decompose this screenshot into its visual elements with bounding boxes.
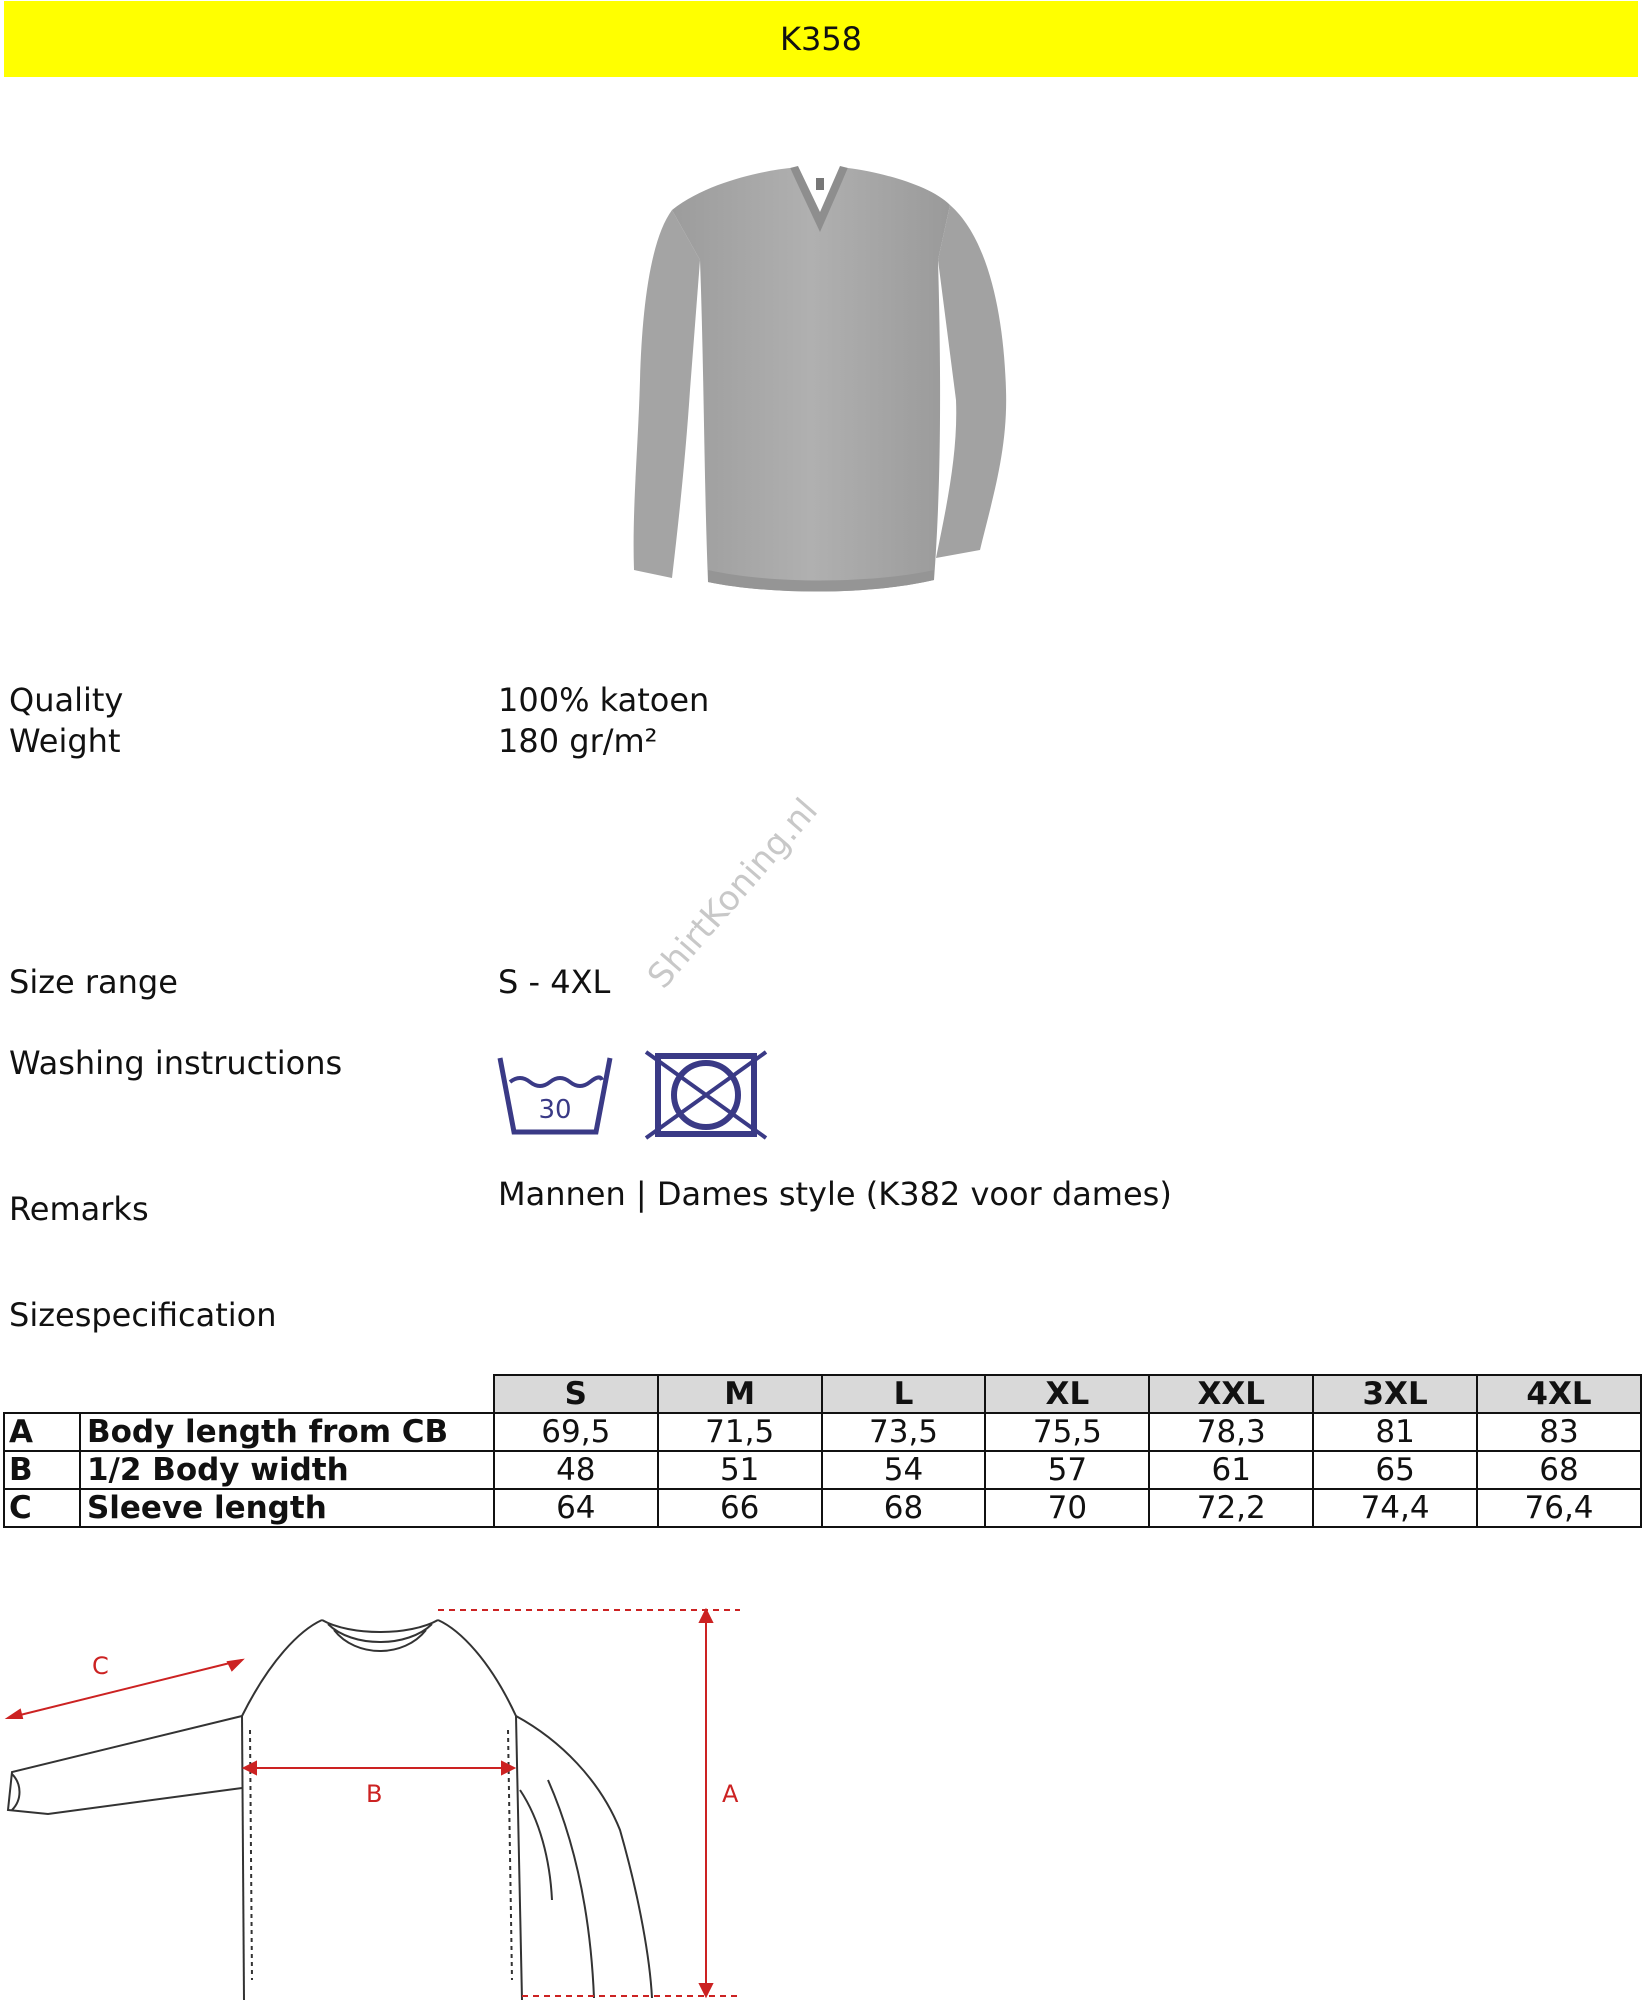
wash-30-icon: [500, 1058, 610, 1132]
quality-label: Quality: [9, 681, 124, 719]
size-spec-title: Sizespecification: [9, 1296, 277, 1334]
measure-value: 48: [494, 1451, 658, 1489]
table-row: [4, 1489, 1641, 1527]
measure-value: 74,4: [1313, 1489, 1477, 1527]
remarks-value: Mannen | Dames style (K382 voor dames): [498, 1175, 1172, 1213]
measure-value: 68: [1477, 1451, 1641, 1489]
size-header: M: [658, 1375, 822, 1413]
size-header: XL: [985, 1375, 1149, 1413]
measure-value: 78,3: [1149, 1413, 1313, 1451]
header-bar: [4, 1, 1638, 77]
measure-value: 81: [1313, 1413, 1477, 1451]
measure-value: 71,5: [658, 1413, 822, 1451]
label-c: C: [92, 1652, 109, 1680]
size-spec-table: [3, 1374, 1642, 1528]
no-tumble-dry-icon: [646, 1052, 766, 1138]
label-b: B: [366, 1780, 383, 1808]
table-row: [4, 1451, 1641, 1489]
measure-name: Sleeve length: [80, 1489, 494, 1527]
measure-value: 64: [494, 1489, 658, 1527]
measure-value: 57: [985, 1451, 1149, 1489]
measure-value: 83: [1477, 1413, 1641, 1451]
measure-code: B: [4, 1451, 80, 1489]
blank-cell: [4, 1375, 80, 1413]
size-range-value: S - 4XL: [498, 963, 611, 1001]
quality-value: 100% katoen: [498, 681, 710, 719]
weight-label: Weight: [9, 722, 121, 760]
shirt-photo: [620, 150, 1020, 600]
blank-cell: [80, 1375, 494, 1413]
measure-name: 1/2 Body width: [80, 1451, 494, 1489]
measure-value: 76,4: [1477, 1489, 1641, 1527]
washing-label: Washing instructions: [9, 1044, 343, 1082]
size-header: 3XL: [1313, 1375, 1477, 1413]
wash-temp: 30: [538, 1095, 572, 1125]
size-header: XXL: [1149, 1375, 1313, 1413]
table-row: [4, 1413, 1641, 1451]
measure-value: 51: [658, 1451, 822, 1489]
weight-value: 180 gr/m²: [498, 722, 658, 760]
measure-value: 65: [1313, 1451, 1477, 1489]
measure-value: 72,2: [1149, 1489, 1313, 1527]
size-header-row: [4, 1375, 1641, 1413]
watermark: ShirtKoning.nl: [640, 790, 826, 997]
product-code: K358: [779, 20, 863, 58]
measure-code: C: [4, 1489, 80, 1527]
measure-value: 73,5: [822, 1413, 986, 1451]
measure-code: A: [4, 1413, 80, 1451]
size-header: 4XL: [1477, 1375, 1641, 1413]
size-range-label: Size range: [9, 963, 178, 1001]
label-a: A: [722, 1780, 739, 1808]
measure-value: 69,5: [494, 1413, 658, 1451]
measure-value: 54: [822, 1451, 986, 1489]
washing-icons: [496, 1050, 776, 1140]
size-header: S: [494, 1375, 658, 1413]
measure-name: Body length from CB: [80, 1413, 494, 1451]
measure-value: 70: [985, 1489, 1149, 1527]
measure-value: 66: [658, 1489, 822, 1527]
remarks-label: Remarks: [9, 1190, 149, 1228]
measure-value: 75,5: [985, 1413, 1149, 1451]
measure-value: 61: [1149, 1451, 1313, 1489]
measurement-diagram: [0, 1600, 760, 2000]
measure-value: 68: [822, 1489, 986, 1527]
size-header: L: [822, 1375, 986, 1413]
